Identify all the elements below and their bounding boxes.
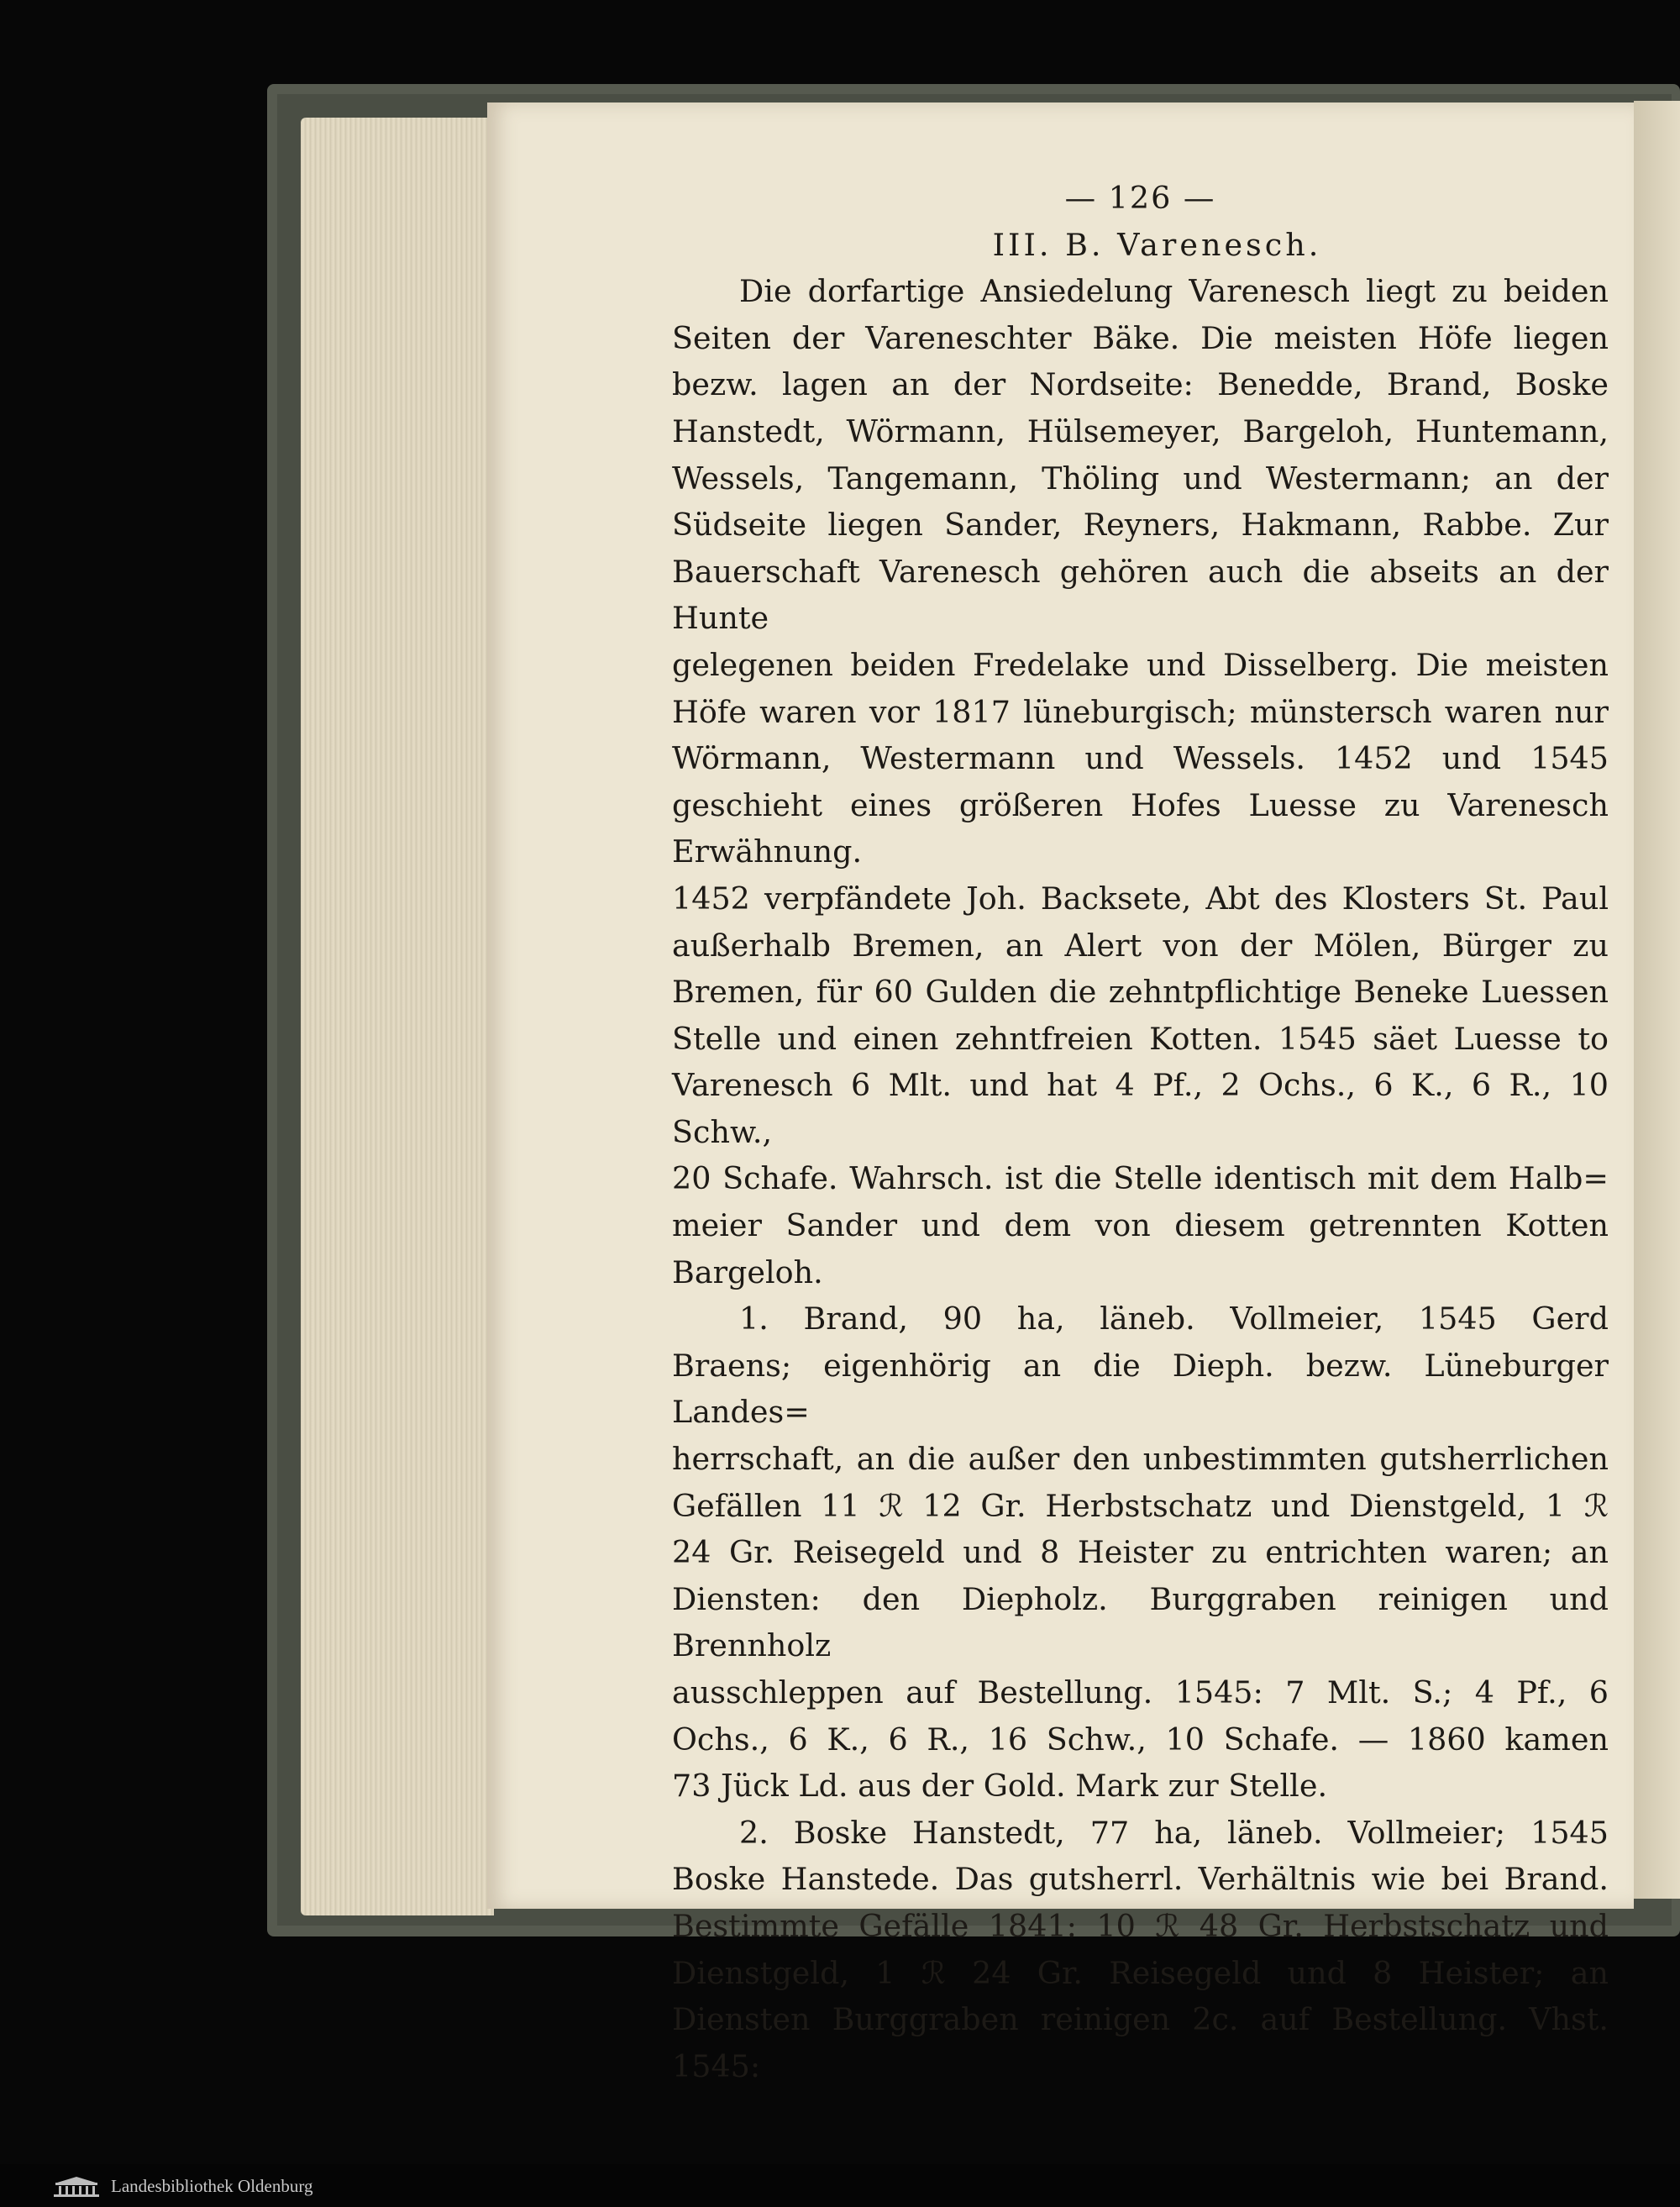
text-line: Die dorfartige Ansiedelung Varenesch liegt zu beiden <box>739 273 1609 310</box>
text-line: Bauerschaft Varenesch gehören auch die abseits an der Hunte <box>672 553 1609 637</box>
library-name: Landesbibliothek Oldenburg <box>111 2176 313 2196</box>
text-line: 24 Gr. Reisegeld und 8 Heister zu entrichten waren; an <box>672 1534 1609 1571</box>
paragraph-1 <box>672 268 1609 1295</box>
text-line: meier Sander und dem von diesem getrennten Kotten Bargeloh. <box>672 1207 1609 1290</box>
text-line: gelegenen beiden Fredelake und Disselberg. Die meisten <box>672 646 1609 683</box>
text-line: Bremen, für 60 Gulden die zehntpflichtige Beneke Luessen <box>672 974 1609 1011</box>
next-page-edge <box>1634 101 1680 1899</box>
text-line: Wörmann, Westermann und Wessels. 1452 und 1545 <box>672 740 1609 777</box>
page-number: — 126 — <box>1064 180 1216 216</box>
page-stack-edge <box>301 118 494 1915</box>
text-line: Stelle und einen zehntfreien Kotten. 1545 säet Luesse to <box>672 1020 1609 1057</box>
text-line: Bestimmte Gefälle 1841: 10 ℛ 48 Gr. Herbstschatz und <box>672 1907 1609 1944</box>
library-building-icon <box>52 2176 101 2198</box>
text-line: geschieht eines größeren Hofes Luesse zu Varenesch Erwähnung. <box>672 786 1609 870</box>
text-line: Wessels, Tangemann, Thöling und Westermann; an der <box>672 460 1609 497</box>
text-line: Hanstedt, Wörmann, Hülsemeyer, Bargeloh, Huntemann, <box>672 412 1609 449</box>
text-line: ausschleppen auf Bestellung. 1545: 7 Mlt. S.; 4 Pf., 6 <box>672 1674 1609 1710</box>
text-line: Dienstgeld, 1 ℛ 24 Gr. Reisegeld und 8 Heister; an <box>672 1954 1609 1991</box>
text-line: Varenesch 6 Mlt. und hat 4 Pf., 2 Ochs., 6 K., 6 R., 10 Schw., <box>672 1067 1609 1150</box>
text-line: 1. Brand, 90 ha, läneb. Vollmeier, 1545 Gerd <box>739 1301 1609 1337</box>
text-line: Höfe waren vor 1817 lüneburgisch; münstersch waren nur <box>672 693 1609 730</box>
text-line: Boske Hanstede. Das gutsherrl. Verhältnis wie bei Brand. <box>672 1861 1609 1898</box>
text-line: Gefällen 11 ℛ 12 Gr. Herbstschatz und Dienstgeld, 1 ℛ <box>672 1487 1609 1524</box>
section-title: III. B. Varenesch. <box>992 226 1322 263</box>
text-line: 1452 verpfändete Joh. Backsete, Abt des Klosters St. Paul <box>672 880 1609 917</box>
text-line: Diensten Burggraben reinigen 2c. auf Bestellung. Vhst. 1545: <box>672 2001 1609 2084</box>
text-line: Südseite liegen Sander, Reyners, Hakmann, Rabbe. Zur <box>672 507 1609 544</box>
text-line: Seiten der Vareneschter Bäke. Die meisten Höfe liegen <box>672 319 1609 356</box>
text-line: Diensten: den Diepholz. Burggraben reinigen und Brennholz <box>672 1580 1609 1664</box>
text-line: 73 Jück Ld. aus der Gold. Mark zur Stelle. <box>672 1768 1328 1805</box>
text-line: herrschaft, an die außer den unbestimmten gutsherrlichen <box>672 1441 1609 1478</box>
text-line: Ochs., 6 K., 6 R., 16 Schw., 10 Schafe. — 1860 kamen <box>672 1721 1609 1758</box>
text-line: 2. Boske Hanstedt, 77 ha, läneb. Vollmeier; 1545 <box>739 1814 1609 1851</box>
text-line: Braens; eigenhörig an die Dieph. bezw. Lüneburger Landes= <box>672 1347 1609 1431</box>
page-text <box>672 175 1609 2089</box>
paragraph-3 <box>672 1810 1609 2090</box>
paragraph-2 <box>672 1295 1609 1810</box>
text-line: außerhalb Bremen, an Alert von der Mölen, Bürger zu <box>672 927 1609 964</box>
text-line: 20 Schafe. Wahrsch. ist die Stelle identisch mit dem Halb= <box>672 1160 1609 1197</box>
text-line: bezw. lagen an der Nordseite: Benedde, Brand, Boske <box>672 366 1609 403</box>
